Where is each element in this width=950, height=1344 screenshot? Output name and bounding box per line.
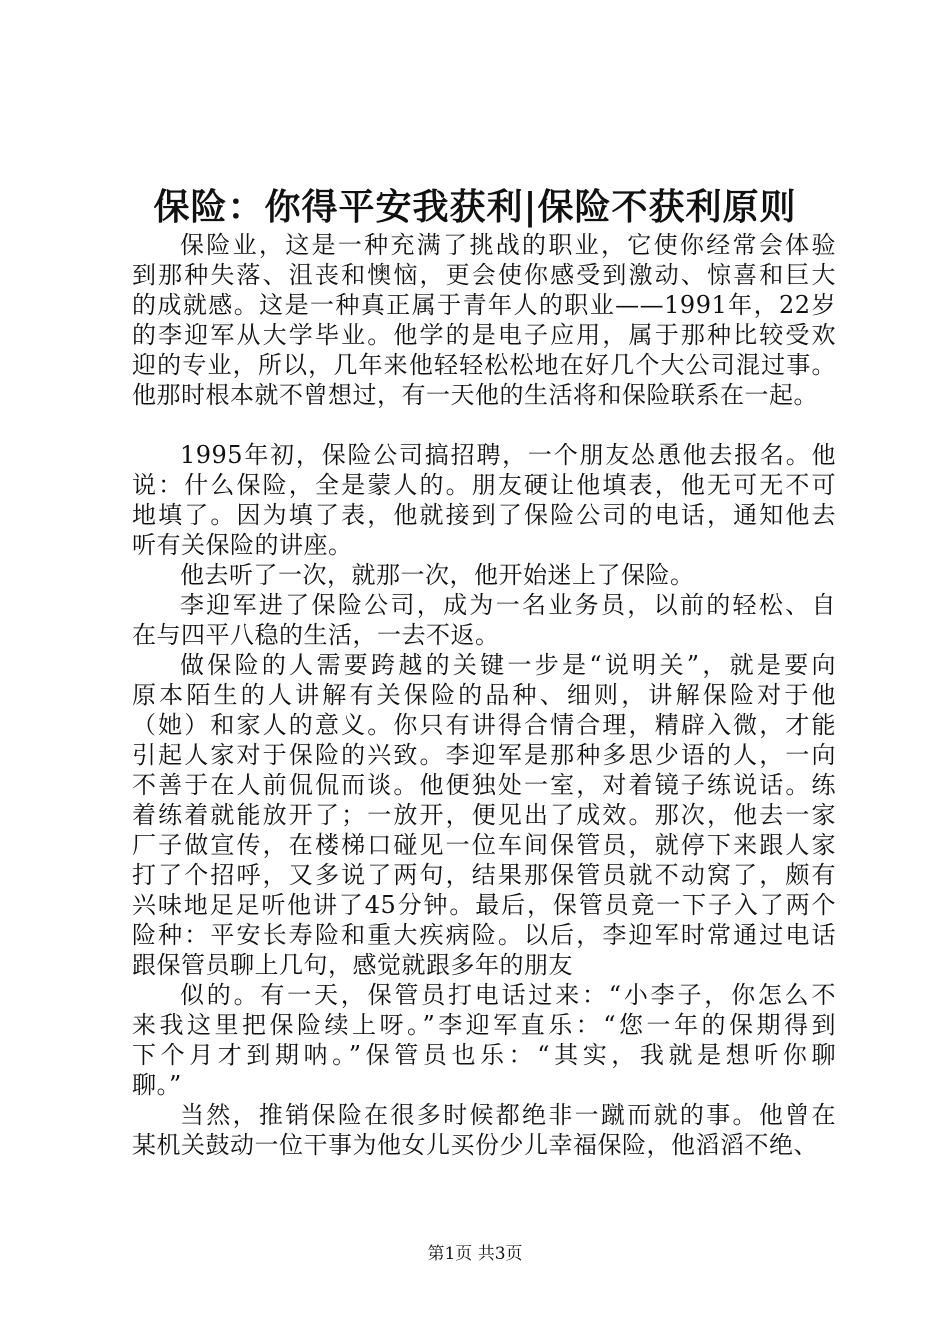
text-line: 当然，推销保险在很多时候都绝非一蹴而就的事。他曾在	[180, 1101, 836, 1129]
text-line: 兴味地足足听他讲了45分钟。最后，保管员竟一下子入了两个	[132, 891, 836, 919]
paragraph	[132, 1100, 836, 1160]
paragraph	[132, 980, 836, 1100]
paragraph	[132, 440, 836, 560]
text-line: 引起人家对于保险的兴致。李迎军是那种多思少语的人，一向	[132, 741, 836, 769]
text-line: 聊。”	[132, 1071, 182, 1099]
text-line: 打了个招呼，又多说了两句，结果那保管员就不动窝了，颇有	[132, 861, 836, 889]
text-line: 来我这里把保险续上呀。”李迎军直乐：“您一年的保期得到	[132, 1011, 836, 1039]
text-line: 下个月才到期呐。”保管员也乐：“其实，我就是想听你聊	[132, 1041, 836, 1069]
text-line: 厂子做宣传，在楼梯口碰见一位车间保管员，就停下来跟人家	[132, 831, 836, 859]
page-footer: 第1页 共3页	[427, 1244, 523, 1264]
paragraph	[132, 650, 836, 980]
text-line: 跟保管员聊上几句，感觉就跟多年的朋友	[132, 951, 573, 979]
paragraph	[132, 590, 836, 650]
text-line: 似的。有一天，保管员打电话过来：“小李子，你怎么不	[180, 981, 836, 1009]
text-line: 在与四平八稳的生活，一去不返。	[132, 621, 500, 649]
text-line: 的李迎军从大学毕业。他学的是电子应用，属于那种比较受欢	[132, 321, 836, 349]
paragraph-gap	[132, 410, 836, 440]
paragraph	[132, 560, 836, 590]
document-title: 保险：你得平安我获利|保险不获利原则	[153, 186, 797, 228]
text-line: 1995年初，保险公司搞招聘，一个朋友怂恿他去报名。他	[180, 441, 836, 469]
paragraph	[132, 230, 836, 410]
text-line: 说：什么保险，全是蒙人的。朋友硬让他填表，他无可无不可	[132, 471, 836, 499]
text-line: 原本陌生的人讲解有关保险的品种、细则，讲解保险对于他	[132, 681, 836, 709]
text-line: 听有关保险的讲座。	[132, 531, 353, 559]
text-line: 他去听了一次，就那一次，他开始迷上了保险。	[180, 561, 695, 589]
text-line: 做保险的人需要跨越的关键一步是“说明关”，就是要向	[180, 651, 836, 679]
text-line: 李迎军进了保险公司，成为一名业务员，以前的轻松、自	[180, 591, 836, 619]
text-line: 的成就感。这是一种真正属于青年人的职业——1991年，22岁	[132, 291, 836, 319]
document-body	[132, 230, 836, 1160]
text-line: （她）和家人的意义。你只有讲得合情合理，精辟入微，才能	[132, 711, 836, 739]
text-line: 着练着就能放开了；一放开，便见出了成效。那次，他去一家	[132, 801, 836, 829]
text-line: 地填了。因为填了表，他就接到了保险公司的电话，通知他去	[132, 501, 836, 529]
text-line: 迎的专业，所以，几年来他轻轻松松地在好几个大公司混过事。	[132, 351, 836, 379]
text-line: 险种：平安长寿险和重大疾病险。以后，李迎军时常通过电话	[132, 921, 836, 949]
text-line: 他那时根本就不曾想过，有一天他的生活将和保险联系在一起。	[132, 381, 818, 409]
text-line: 某机关鼓动一位干事为他女儿买份少儿幸福保险，他滔滔不绝、	[132, 1131, 818, 1159]
text-line: 不善于在人前侃侃而谈。他便独处一室，对着镜子练说话。练	[132, 771, 836, 799]
text-line: 保险业，这是一种充满了挑战的职业，它使你经常会体验	[180, 231, 836, 259]
text-line: 到那种失落、沮丧和懊恼，更会使你感受到激动、惊喜和巨大	[132, 261, 836, 289]
